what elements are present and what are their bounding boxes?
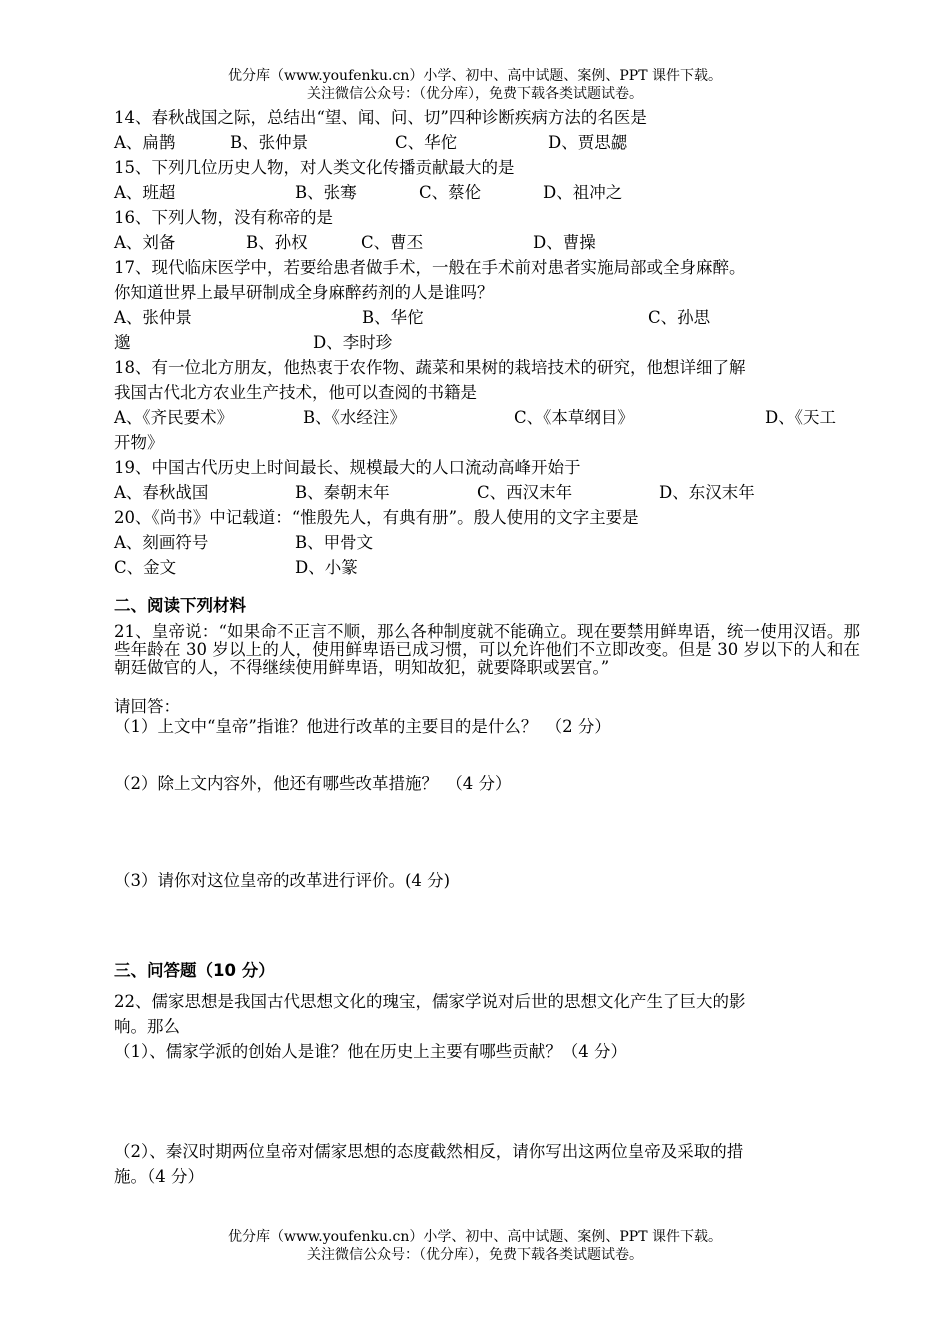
q19-option-d: D、东汉末年	[659, 483, 755, 502]
q14-option-a: A、扁鹊	[114, 133, 176, 152]
question-17-stem-line1: 17、现代临床医学中，若要给患者做手术，一般在手术前对患者实施局部或全身麻醉。	[114, 258, 746, 277]
page-footer-line1: 优分库（www.youfenku.cn）小学、初中、高中试题、案例、PPT 课件下载。	[227, 1229, 722, 1245]
q16-option-a: A、刘备	[114, 233, 176, 252]
q15-option-b: B、张骞	[295, 183, 357, 202]
q18-option-a: A、《齐民要术》	[114, 408, 234, 427]
q17-option-d: D、李时珍	[313, 333, 393, 352]
question-18-stem-line1: 18、有一位北方朋友，他热衷于农作物、蔬菜和果树的栽培技术的研究，他想详细了解	[114, 358, 746, 377]
question-20-stem: 20、《尚书》中记载道：“惟殷先人，有典有册”。殷人使用的文字主要是	[114, 508, 639, 527]
q20-option-d: D、小篆	[295, 558, 358, 577]
question-18-stem-line2: 我国古代北方农业生产技术，他可以查阅的书籍是	[114, 383, 477, 402]
q19-option-b: B、秦朝末年	[295, 483, 390, 502]
q17-option-c-wrap: 邈	[114, 333, 131, 352]
page-footer-line2: 关注微信公众号：（优分库），免费下载各类试题试卷。	[307, 1247, 643, 1263]
question-17-stem-line2: 你知道世界上最早研制成全身麻醉药剂的人是谁吗？	[114, 283, 494, 302]
q14-option-c: C、华佗	[395, 133, 458, 152]
q18-option-b: B、《水经注》	[303, 408, 406, 427]
q17-option-c: C、孙思	[648, 308, 711, 327]
question-21-passage: 21、皇帝说：“如果命不正言不顺，那么各种制度就不能确立。现在要禁用鲜卑语，统一使用汉语。那些年龄在 30 岁以上的人，使用鲜卑语已成习惯，可以允许他们不立即改变。但是 30 岁以下的人和在朝廷做官的人，不得继续使用鲜卑语，明知故犯，就要降职或罢官。”	[114, 622, 860, 677]
q19-option-c: C、西汉末年	[477, 483, 573, 502]
q15-option-c: C、蔡伦	[419, 183, 482, 202]
q16-option-b: B、孙权	[246, 233, 308, 252]
q17-option-b: B、华佗	[362, 308, 424, 327]
q14-option-d: D、贾思勰	[548, 133, 628, 152]
question-22-stem-line2: 响。那么	[114, 1017, 180, 1036]
question-21-sub-1: （1）上文中“皇帝”指谁？他进行改革的主要目的是什么？ （2 分）	[114, 717, 611, 736]
question-22-sub-2-line2: 施。（4 分）	[114, 1167, 204, 1186]
section-3-title: 三、问答题（10 分）	[114, 961, 275, 980]
question-22-stem-line1: 22、儒家思想是我国古代思想文化的瑰宝，儒家学说对后世的思想文化产生了巨大的影	[114, 992, 746, 1011]
q18-option-d: D、《天工	[765, 408, 836, 427]
q20-option-a: A、刻画符号	[114, 533, 209, 552]
q20-option-b: B、甲骨文	[295, 533, 374, 552]
q20-option-c: C、金文	[114, 558, 177, 577]
page-header-line2: 关注微信公众号：（优分库），免费下载各类试题试卷。	[307, 86, 643, 102]
question-15-stem: 15、下列几位历史人物，对人类文化传播贡献最大的是	[114, 158, 515, 177]
question-21-sub-3: （3）请你对这位皇帝的改革进行评价。(4 分)	[114, 871, 451, 890]
question-14-stem: 14、春秋战国之际，总结出“望、闻、问、切”四种诊断疾病方法的名医是	[114, 108, 647, 127]
question-19-stem: 19、中国古代历史上时间最长、规模最大的人口流动高峰开始于	[114, 458, 581, 477]
q16-option-c: C、曹丕	[361, 233, 424, 252]
q19-option-a: A、春秋战国	[114, 483, 209, 502]
question-21-prompt: 请回答：	[114, 697, 180, 716]
q17-option-a: A、张仲景	[114, 308, 192, 327]
q15-option-d: D、祖冲之	[543, 183, 623, 202]
q16-option-d: D、曹操	[533, 233, 596, 252]
question-22-sub-2-line1: （2）、秦汉时期两位皇帝对儒家思想的态度截然相反，请你写出这两位皇帝及采取的措	[114, 1142, 744, 1161]
q15-option-a: A、班超	[114, 183, 176, 202]
question-16-stem: 16、下列人物，没有称帝的是	[114, 208, 333, 227]
q18-option-d-wrap: 开物》	[114, 433, 164, 452]
q14-option-b: B、张仲景	[230, 133, 309, 152]
question-21-sub-2: （2）除上文内容外，他还有哪些改革措施？ （4 分）	[114, 774, 512, 793]
page-header-line1: 优分库（www.youfenku.cn）小学、初中、高中试题、案例、PPT 课件下载。	[227, 68, 722, 84]
section-2-title: 二、阅读下列材料	[114, 596, 246, 615]
question-22-sub-1: （1）、儒家学派的创始人是谁？他在历史上主要有哪些贡献？（4 分）	[114, 1042, 627, 1061]
q18-option-c: C、《本草纲目》	[514, 408, 634, 427]
